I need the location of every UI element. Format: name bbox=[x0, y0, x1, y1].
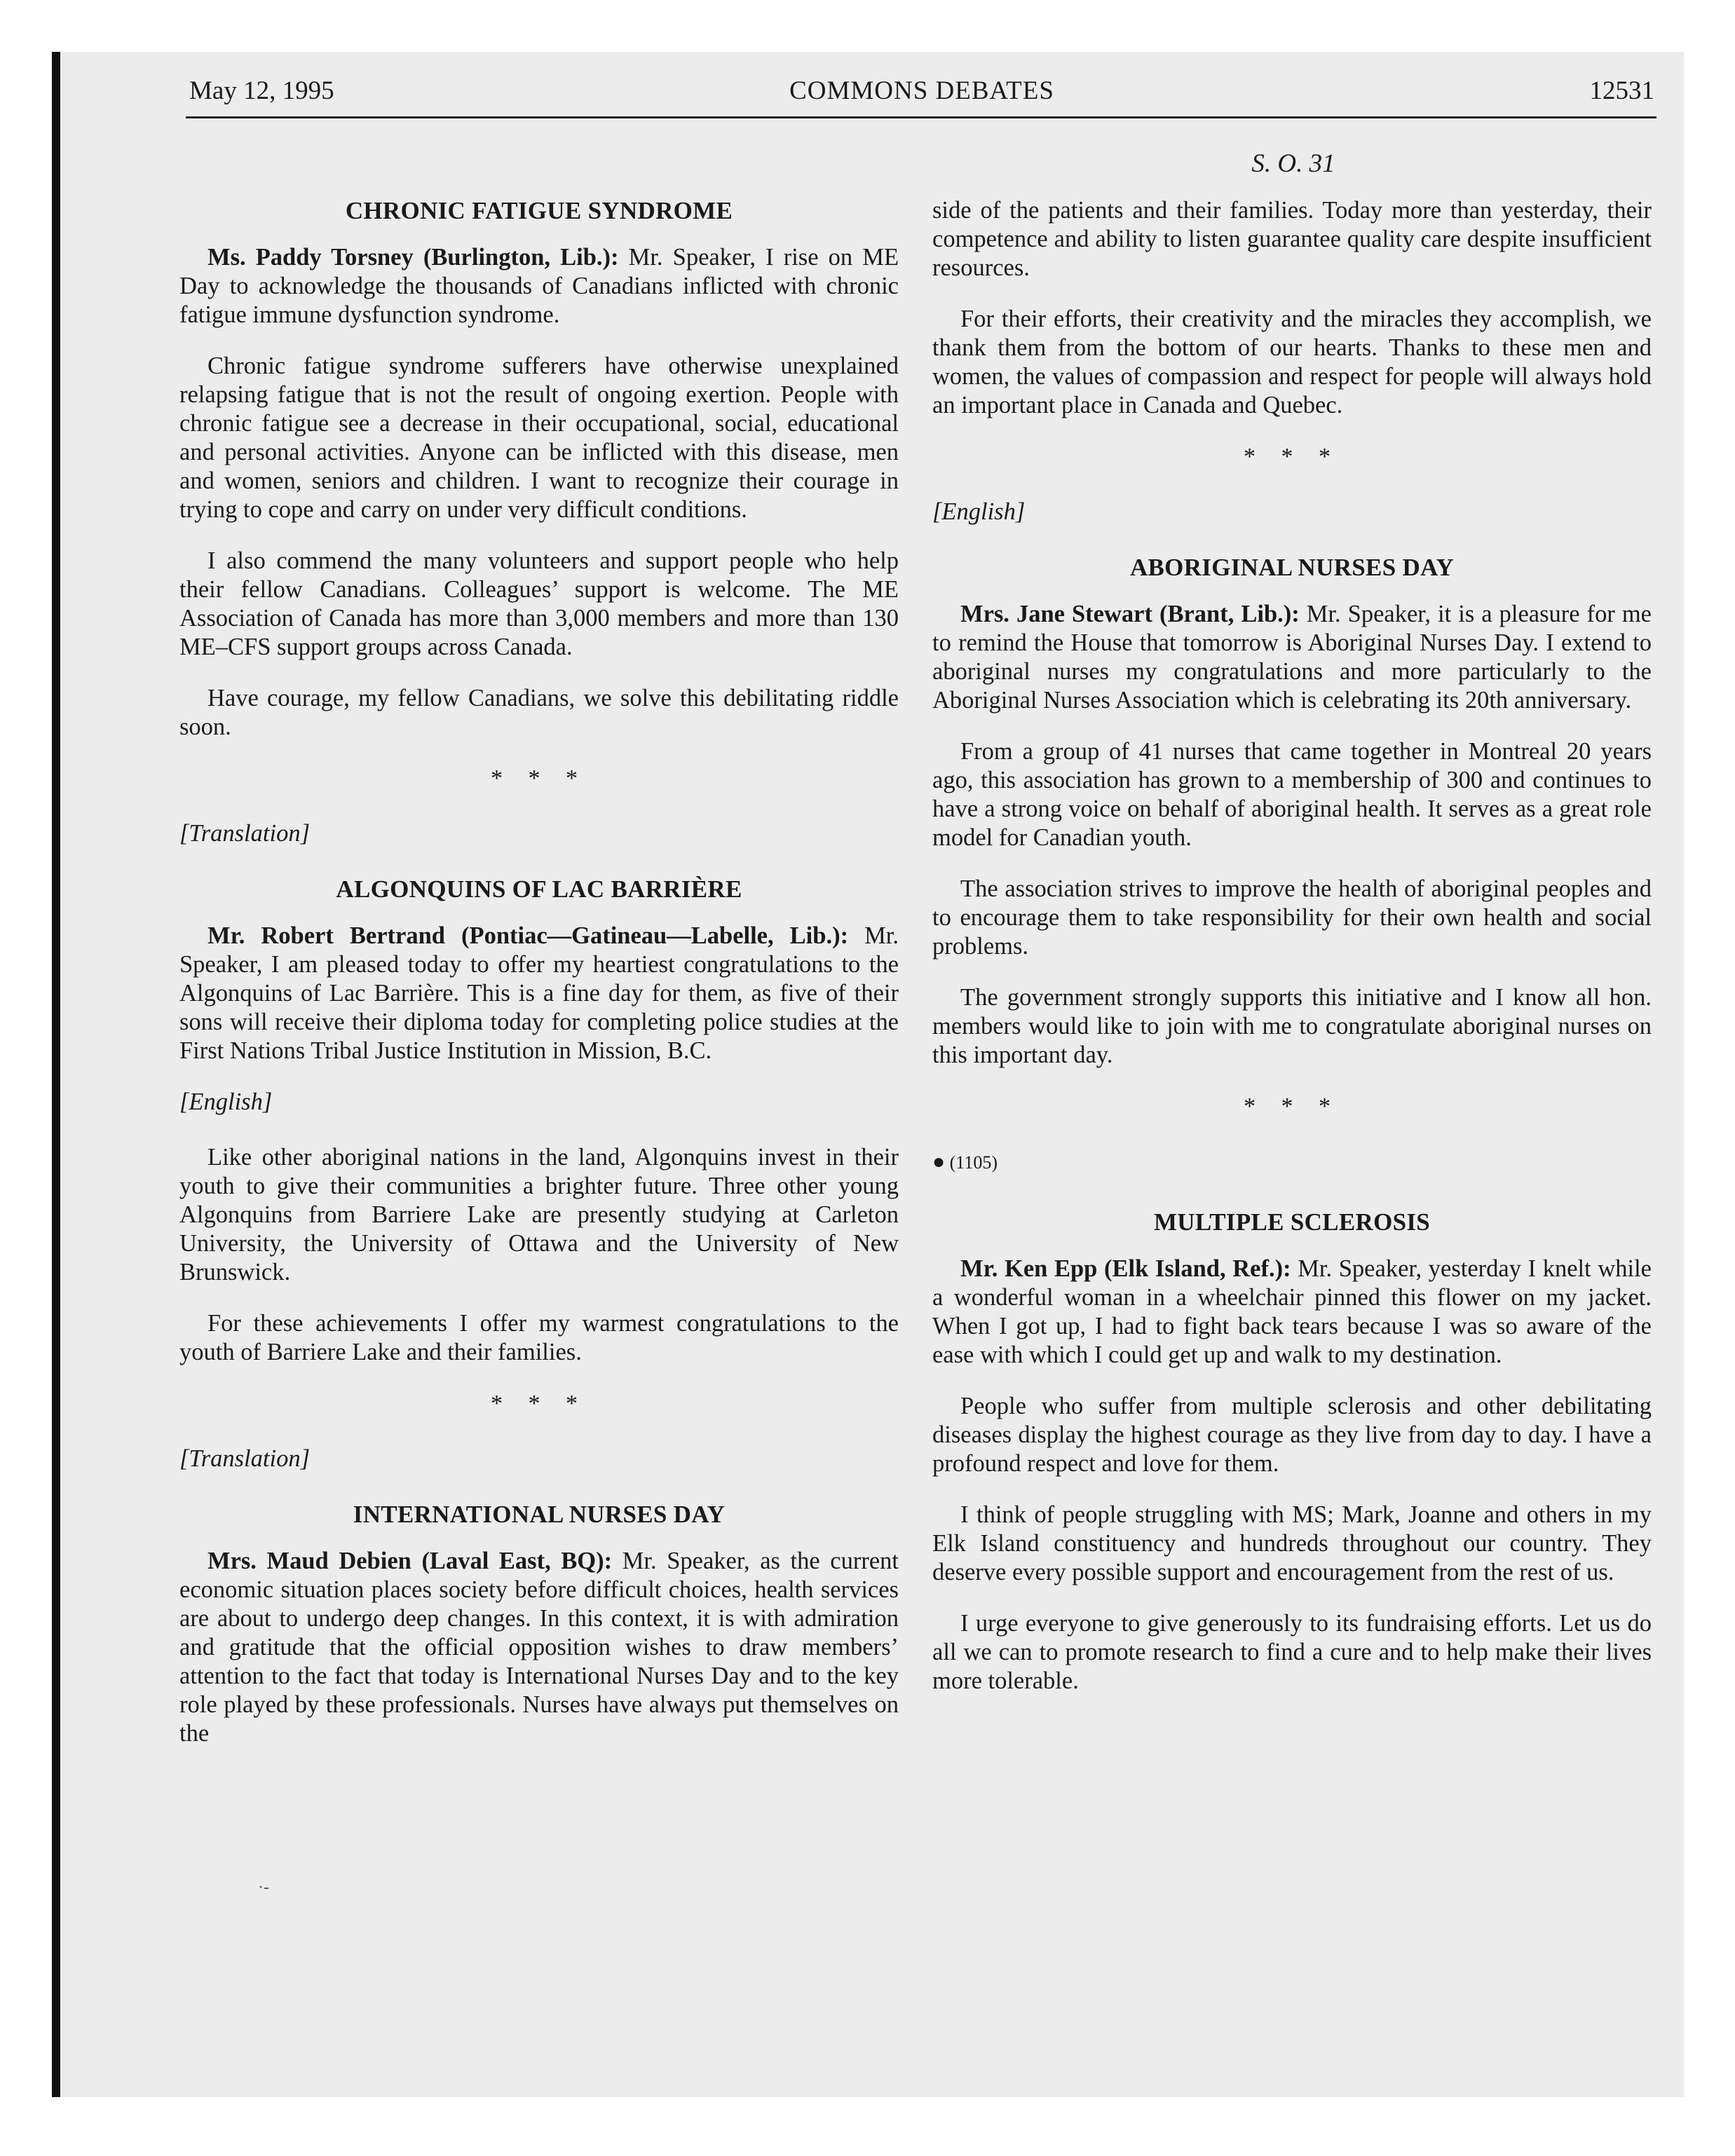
paragraph: People who suffer from multiple sclerosis and other debilitating diseases display the highest courage as they live from day to day. I have a profound respect and love for them. bbox=[932, 1393, 1652, 1477]
left-column bbox=[179, 196, 899, 1770]
section-heading: ABORIGINAL NURSES DAY bbox=[1129, 554, 1455, 581]
header-title: COMMONS DEBATES bbox=[789, 76, 1054, 105]
language-marker: [Translation] bbox=[179, 820, 310, 847]
bullet-icon: ● bbox=[932, 1150, 946, 1173]
section-separator: * * * bbox=[491, 765, 587, 791]
header-rule bbox=[186, 116, 1656, 118]
paragraph bbox=[932, 600, 1652, 715]
speaker-name: Mr. Robert Bertrand (Pontiac—Gatineau—Labelle, Lib.): bbox=[207, 922, 849, 949]
speaker-name: Mrs. Jane Stewart (Brant, Lib.): bbox=[960, 601, 1300, 627]
paragraph: side of the patients and their families. Today more than yesterday, their competence and ability to listen guarantee quality care despite insufficient resources. bbox=[932, 197, 1652, 281]
paragraph-text: Mr. Speaker, I am pleased today to offer my heartiest congratulations to the Algonquins of Lac Barrière. This is a fine day for them, as five of their sons will receive their diploma today for completing police studies at the First Nations Tribal Justice Institution in Mission, B.C. bbox=[179, 922, 899, 1064]
paragraph bbox=[179, 1547, 899, 1748]
paragraph: Chronic fatigue syndrome sufferers have otherwise unexplained relapsing fatigue that is not the result of ongoing exertion. People with chronic fatigue see a decrease in their occupational, social, educational and personal activities. Anyone can be inflicted with this disease, men and women, seniors and children. I want to recognize their courage in trying to cope and carry on under very difficult conditions. bbox=[179, 353, 899, 523]
stray-mark: ·- bbox=[258, 1878, 269, 1897]
paragraph bbox=[179, 243, 899, 329]
paragraph-text: Mr. Speaker, I rise on ME Day to acknowledge the thousands of Canadians inflicted with chronic fatigue immune dysfunction syndrome. bbox=[179, 244, 899, 328]
paragraph bbox=[179, 922, 899, 1065]
paragraph-text: Mr. Speaker, yesterday I knelt while a wonderful woman in a wheelchair pinned this flower on my jacket. When I got up, I had to fight back tears because I was so aware of the ease with which I could get up and walk to my destination. bbox=[932, 1255, 1652, 1368]
speaker-name: Ms. Paddy Torsney (Burlington, Lib.): bbox=[207, 244, 619, 271]
section-heading: MULTIPLE SCLEROSIS bbox=[1153, 1208, 1431, 1236]
paragraph: From a group of 41 nurses that came together in Montreal 20 years ago, this association has grown to a membership of 300 and continues to have a strong voice on behalf of aboriginal health. It serves as a great role model for Canadian youth. bbox=[932, 738, 1652, 851]
page-number: 12531 bbox=[1589, 76, 1654, 105]
header-date: May 12, 1995 bbox=[189, 76, 334, 105]
paragraph-text: Mr. Speaker, it is a pleasure for me to remind the House that tomorrow is Aboriginal Nurses Day. I extend to aboriginal nurses my congratulations and more particularly to the Aboriginal Nurses Association which is celebrating its 20th anniversary. bbox=[932, 601, 1652, 714]
speaker-name: Mr. Ken Epp (Elk Island, Ref.): bbox=[960, 1255, 1291, 1282]
section-heading: CHRONIC FATIGUE SYNDROME bbox=[345, 197, 733, 224]
section-heading: INTERNATIONAL NURSES DAY bbox=[353, 1501, 726, 1528]
paragraph: For their efforts, their creativity and the miracles they accomplish, we thank them from the bottom of our hearts. Thanks to these men and women, the values of compassion and respect for people will always hold an important place in Canada and Quebec. bbox=[932, 306, 1652, 418]
speaker-name: Mrs. Maud Debien (Laval East, BQ): bbox=[207, 1548, 613, 1574]
standing-order-label: S. O. 31 bbox=[1251, 149, 1335, 178]
paragraph bbox=[932, 1255, 1652, 1370]
paragraph-text: Mr. Speaker, as the current economic situation places society before difficult choices, health services are about to undergo deep changes. In this context, it is with admiration and gratitude that the official opposition wishes to draw members’ attention to the fact that today is International Nurses Day and to the key role played by these professionals. Nurses have always put themselves on the bbox=[179, 1548, 899, 1747]
language-marker: [Translation] bbox=[179, 1445, 310, 1472]
section-separator: * * * bbox=[1244, 1093, 1340, 1119]
paragraph: Have courage, my fellow Canadians, we solve this debilitating riddle soon. bbox=[179, 685, 899, 740]
paragraph: For these achievements I offer my warmest congratulations to the youth of Barriere Lake and their families. bbox=[179, 1310, 899, 1365]
section-separator: * * * bbox=[491, 1391, 587, 1417]
paragraph: The association strives to improve the health of aboriginal peoples and to encourage them to take responsibility for their own health and social problems. bbox=[932, 875, 1652, 960]
section-separator: * * * bbox=[1244, 444, 1340, 470]
paragraph: I urge everyone to give generously to its fundraising efforts. Let us do all we can to promote research to find a cure and to help make their lives more tolerable. bbox=[932, 1610, 1652, 1694]
right-column bbox=[932, 196, 1652, 1718]
time-label: (1105) bbox=[949, 1152, 998, 1173]
paragraph: I also commend the many volunteers and support people who help their fellow Canadians. Colleagues’ support is welcome. The ME Association of Canada has more than 3,000 members and more than 130 ME–CFS support groups across Canada. bbox=[179, 547, 899, 660]
language-marker: [English] bbox=[932, 498, 1026, 525]
running-header bbox=[189, 76, 1654, 118]
paragraph: The government strongly supports this initiative and I know all hon. members would like to join with me to congratulate aboriginal nurses on this important day. bbox=[932, 984, 1652, 1068]
time-marker bbox=[932, 1147, 1652, 1177]
paragraph: Like other aboriginal nations in the land, Algonquins invest in their youth to give their communities a brighter future. Three other young Algonquins from Barriere Lake are presently studying at Carleton University, the University of Ottawa and the University of New Brunswick. bbox=[179, 1144, 899, 1285]
section-heading: ALGONQUINS OF LAC BARRIÈRE bbox=[336, 875, 742, 903]
paragraph: I think of people struggling with MS; Mark, Joanne and others in my Elk Island constituency and hundreds throughout our country. They deserve every possible support and encouragement from the rest of us. bbox=[932, 1501, 1652, 1585]
language-marker: [English] bbox=[179, 1089, 273, 1115]
